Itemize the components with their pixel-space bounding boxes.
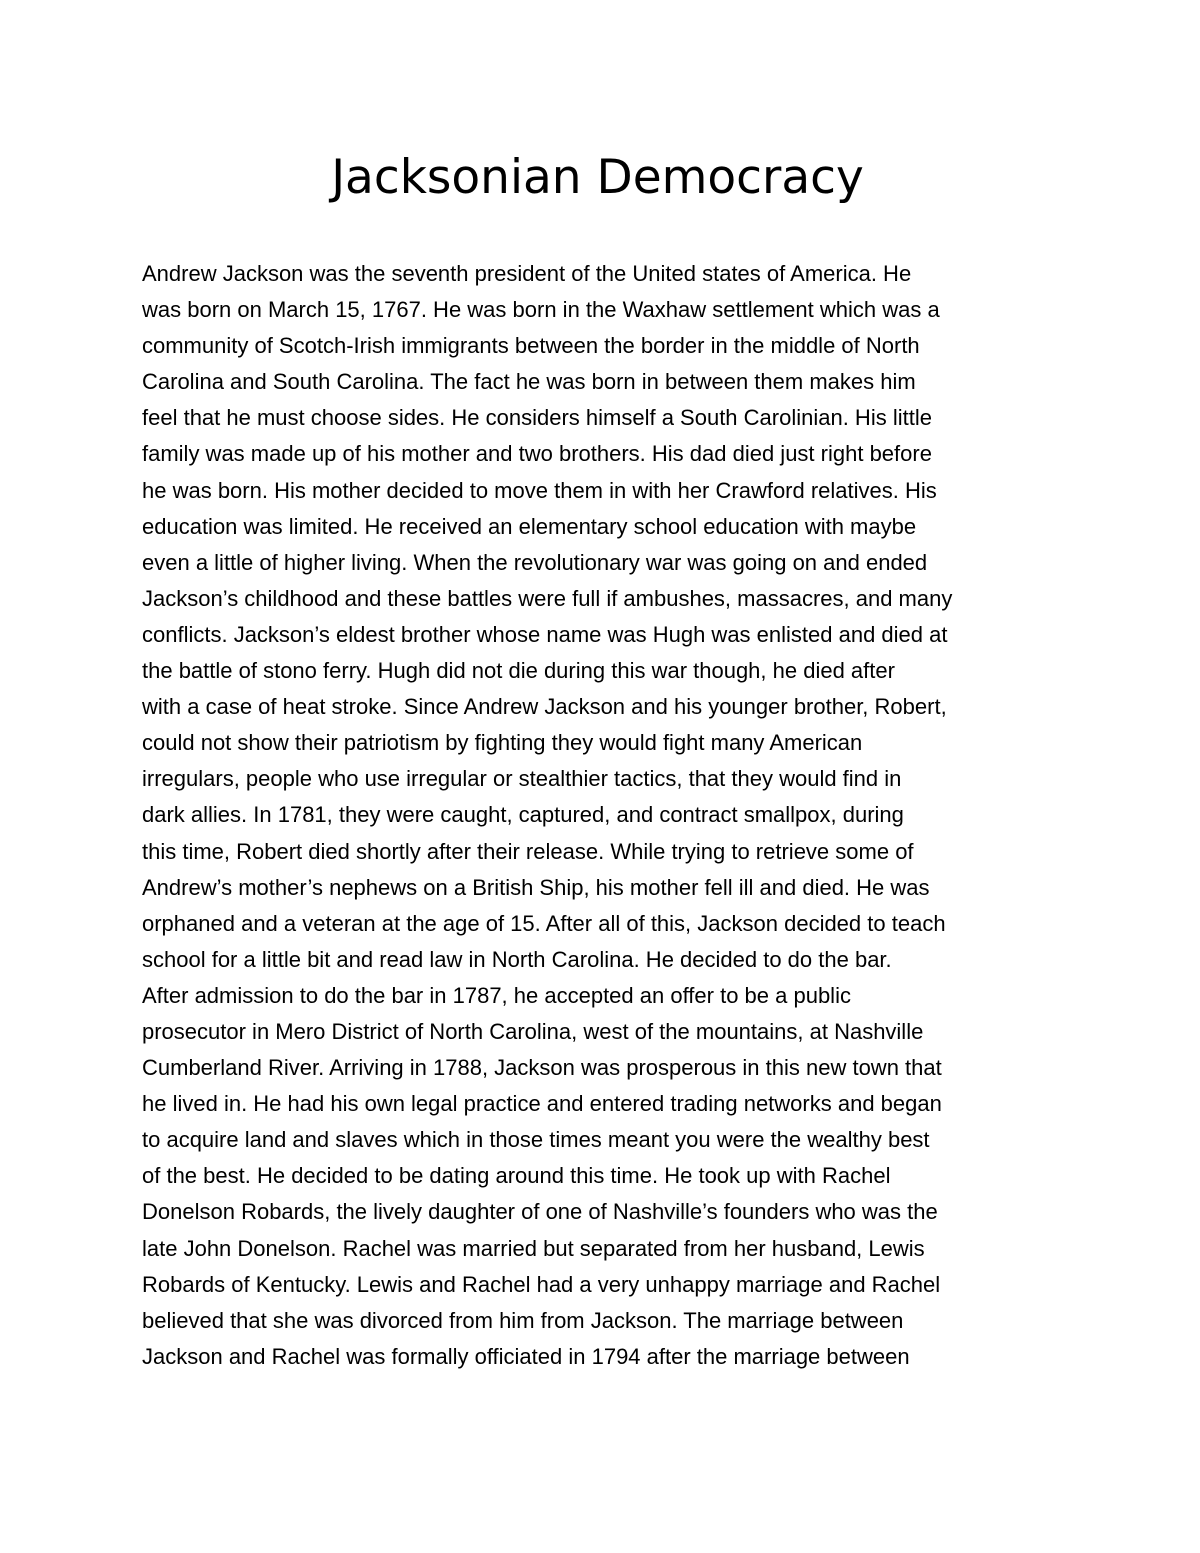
- body-text-line: Jackson’s childhood and these battles were full if ambushes, massacres, and many: [142, 585, 953, 611]
- body-text-line: the battle of stono ferry. Hugh did not die during this war though, he died after: [142, 658, 895, 684]
- body-text-line: believed that she was divorced from him from Jackson. The marriage between: [142, 1307, 904, 1333]
- body-text-line: he lived in. He had his own legal practice and entered trading networks and began: [142, 1091, 942, 1117]
- body-text-line: feel that he must choose sides. He considers himself a South Carolinian. His little: [142, 405, 932, 431]
- body-text-line: Donelson Robards, the lively daughter of one of Nashville’s founders who was the: [142, 1199, 938, 1225]
- body-text-line: community of Scotch-Irish immigrants between the border in the middle of North: [142, 333, 920, 359]
- body-text-line: Cumberland River. Arriving in 1788, Jackson was prosperous in this new town that: [142, 1055, 942, 1081]
- body-text-line: could not show their patriotism by fighting they would fight many American: [142, 730, 863, 756]
- body-text-line: orphaned and a veteran at the age of 15. After all of this, Jackson decided to teach: [142, 910, 946, 936]
- body-text-line: education was limited. He received an elementary school education with maybe: [142, 513, 917, 539]
- body-text-line: of the best. He decided to be dating around this time. He took up with Rachel: [142, 1163, 891, 1189]
- body-text-line: irregulars, people who use irregular or stealthier tactics, that they would find in: [142, 766, 902, 792]
- body-text-line: Jackson and Rachel was formally officiated in 1794 after the marriage between: [142, 1343, 910, 1369]
- body-text-line: conflicts. Jackson’s eldest brother whose name was Hugh was enlisted and died at: [142, 621, 948, 647]
- body-text-line: school for a little bit and read law in North Carolina. He decided to do the bar.: [142, 946, 892, 972]
- body-text-line: late John Donelson. Rachel was married but separated from her husband, Lewis: [142, 1235, 925, 1261]
- body-text-line: this time, Robert died shortly after their release. While trying to retrieve some of: [142, 838, 914, 864]
- body-text-line: dark allies. In 1781, they were caught, captured, and contract smallpox, during: [142, 802, 904, 828]
- body-text-line: family was made up of his mother and two brothers. His dad died just right before: [142, 441, 932, 467]
- body-text-line: Carolina and South Carolina. The fact he was born in between them makes him: [142, 369, 916, 395]
- body-text-line: Robards of Kentucky. Lewis and Rachel had a very unhappy marriage and Rachel: [142, 1271, 941, 1297]
- body-text-line: he was born. His mother decided to move them in with her Crawford relatives. His: [142, 477, 937, 503]
- document-body: [142, 256, 1082, 1375]
- body-text-line: even a little of higher living. When the revolutionary war was going on and ended: [142, 549, 928, 575]
- body-text-line: Andrew Jackson was the seventh president of the United states of America. He: [142, 261, 912, 286]
- body-text-line: was born on March 15, 1767. He was born in the Waxhaw settlement which was a: [142, 297, 940, 323]
- body-text-line: prosecutor in Mero District of North Carolina, west of the mountains, at Nashville: [142, 1018, 924, 1044]
- document-title: Jacksonian Democracy: [331, 150, 864, 205]
- body-text-line: Andrew’s mother’s nephews on a British Ship, his mother fell ill and died. He was: [142, 874, 930, 900]
- body-text-line: to acquire land and slaves which in those times meant you were the wealthy best: [142, 1127, 930, 1153]
- body-text-line: with a case of heat stroke. Since Andrew Jackson and his younger brother, Robert,: [142, 694, 947, 720]
- body-text-line: After admission to do the bar in 1787, he accepted an offer to be a public: [142, 982, 851, 1008]
